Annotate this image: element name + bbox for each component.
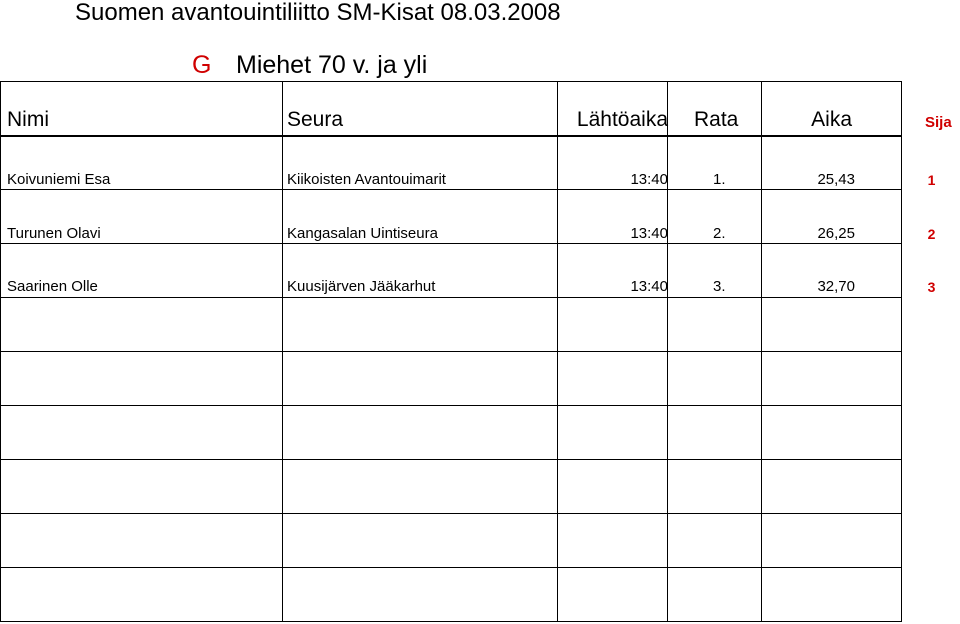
- cell-place: 1: [927, 172, 936, 188]
- grid-line: [0, 81, 1, 622]
- cell-lane: 3.: [713, 278, 726, 295]
- class-letter: G: [192, 51, 212, 79]
- grid-line: [0, 459, 902, 460]
- class-name: Miehet 70 v. ja yli: [236, 51, 428, 79]
- cell-name: Saarinen Olle: [7, 278, 98, 295]
- cell-time: 25,43: [817, 171, 855, 188]
- column-header-time: Aika: [811, 108, 852, 131]
- cell-start-time: 13:40: [630, 278, 668, 295]
- cell-lane: 1.: [713, 171, 726, 188]
- grid-line: [0, 405, 902, 406]
- cell-name: Koivuniemi Esa: [7, 171, 111, 188]
- grid-line: [0, 243, 902, 244]
- grid-line: [0, 621, 902, 622]
- grid-line: [0, 513, 902, 514]
- cell-time: 32,70: [817, 278, 855, 295]
- document-title: Suomen avantouintiliitto SM-Kisat 08.03.2008: [75, 0, 561, 26]
- grid-line: [557, 81, 558, 622]
- grid-line: [0, 189, 902, 190]
- grid-line: [0, 297, 902, 298]
- cell-place: 3: [927, 279, 936, 295]
- column-header-club: Seura: [287, 108, 344, 131]
- column-header-lane: Rata: [694, 108, 739, 131]
- cell-time: 26,25: [817, 225, 855, 242]
- grid-line: [282, 81, 283, 622]
- column-header-place: Sija: [925, 114, 952, 131]
- grid-line: [667, 81, 668, 622]
- cell-club: Kuusijärven Jääkarhut: [287, 278, 436, 295]
- grid-line: [0, 81, 902, 82]
- grid-line: [0, 567, 902, 568]
- cell-lane: 2.: [713, 225, 726, 242]
- column-header-name: Nimi: [7, 108, 49, 131]
- cell-name: Turunen Olavi: [7, 225, 101, 242]
- cell-place: 2: [927, 226, 936, 242]
- grid-line: [901, 81, 902, 622]
- grid-line: [0, 135, 902, 137]
- cell-start-time: 13:40: [630, 225, 668, 242]
- column-header-start-time: Lähtöaika: [576, 108, 668, 131]
- cell-start-time: 13:40: [630, 171, 668, 188]
- cell-club: Kiikoisten Avantouimarit: [287, 171, 446, 188]
- cell-club: Kangasalan Uintiseura: [287, 225, 438, 242]
- grid-line: [761, 81, 762, 622]
- grid-line: [0, 351, 902, 352]
